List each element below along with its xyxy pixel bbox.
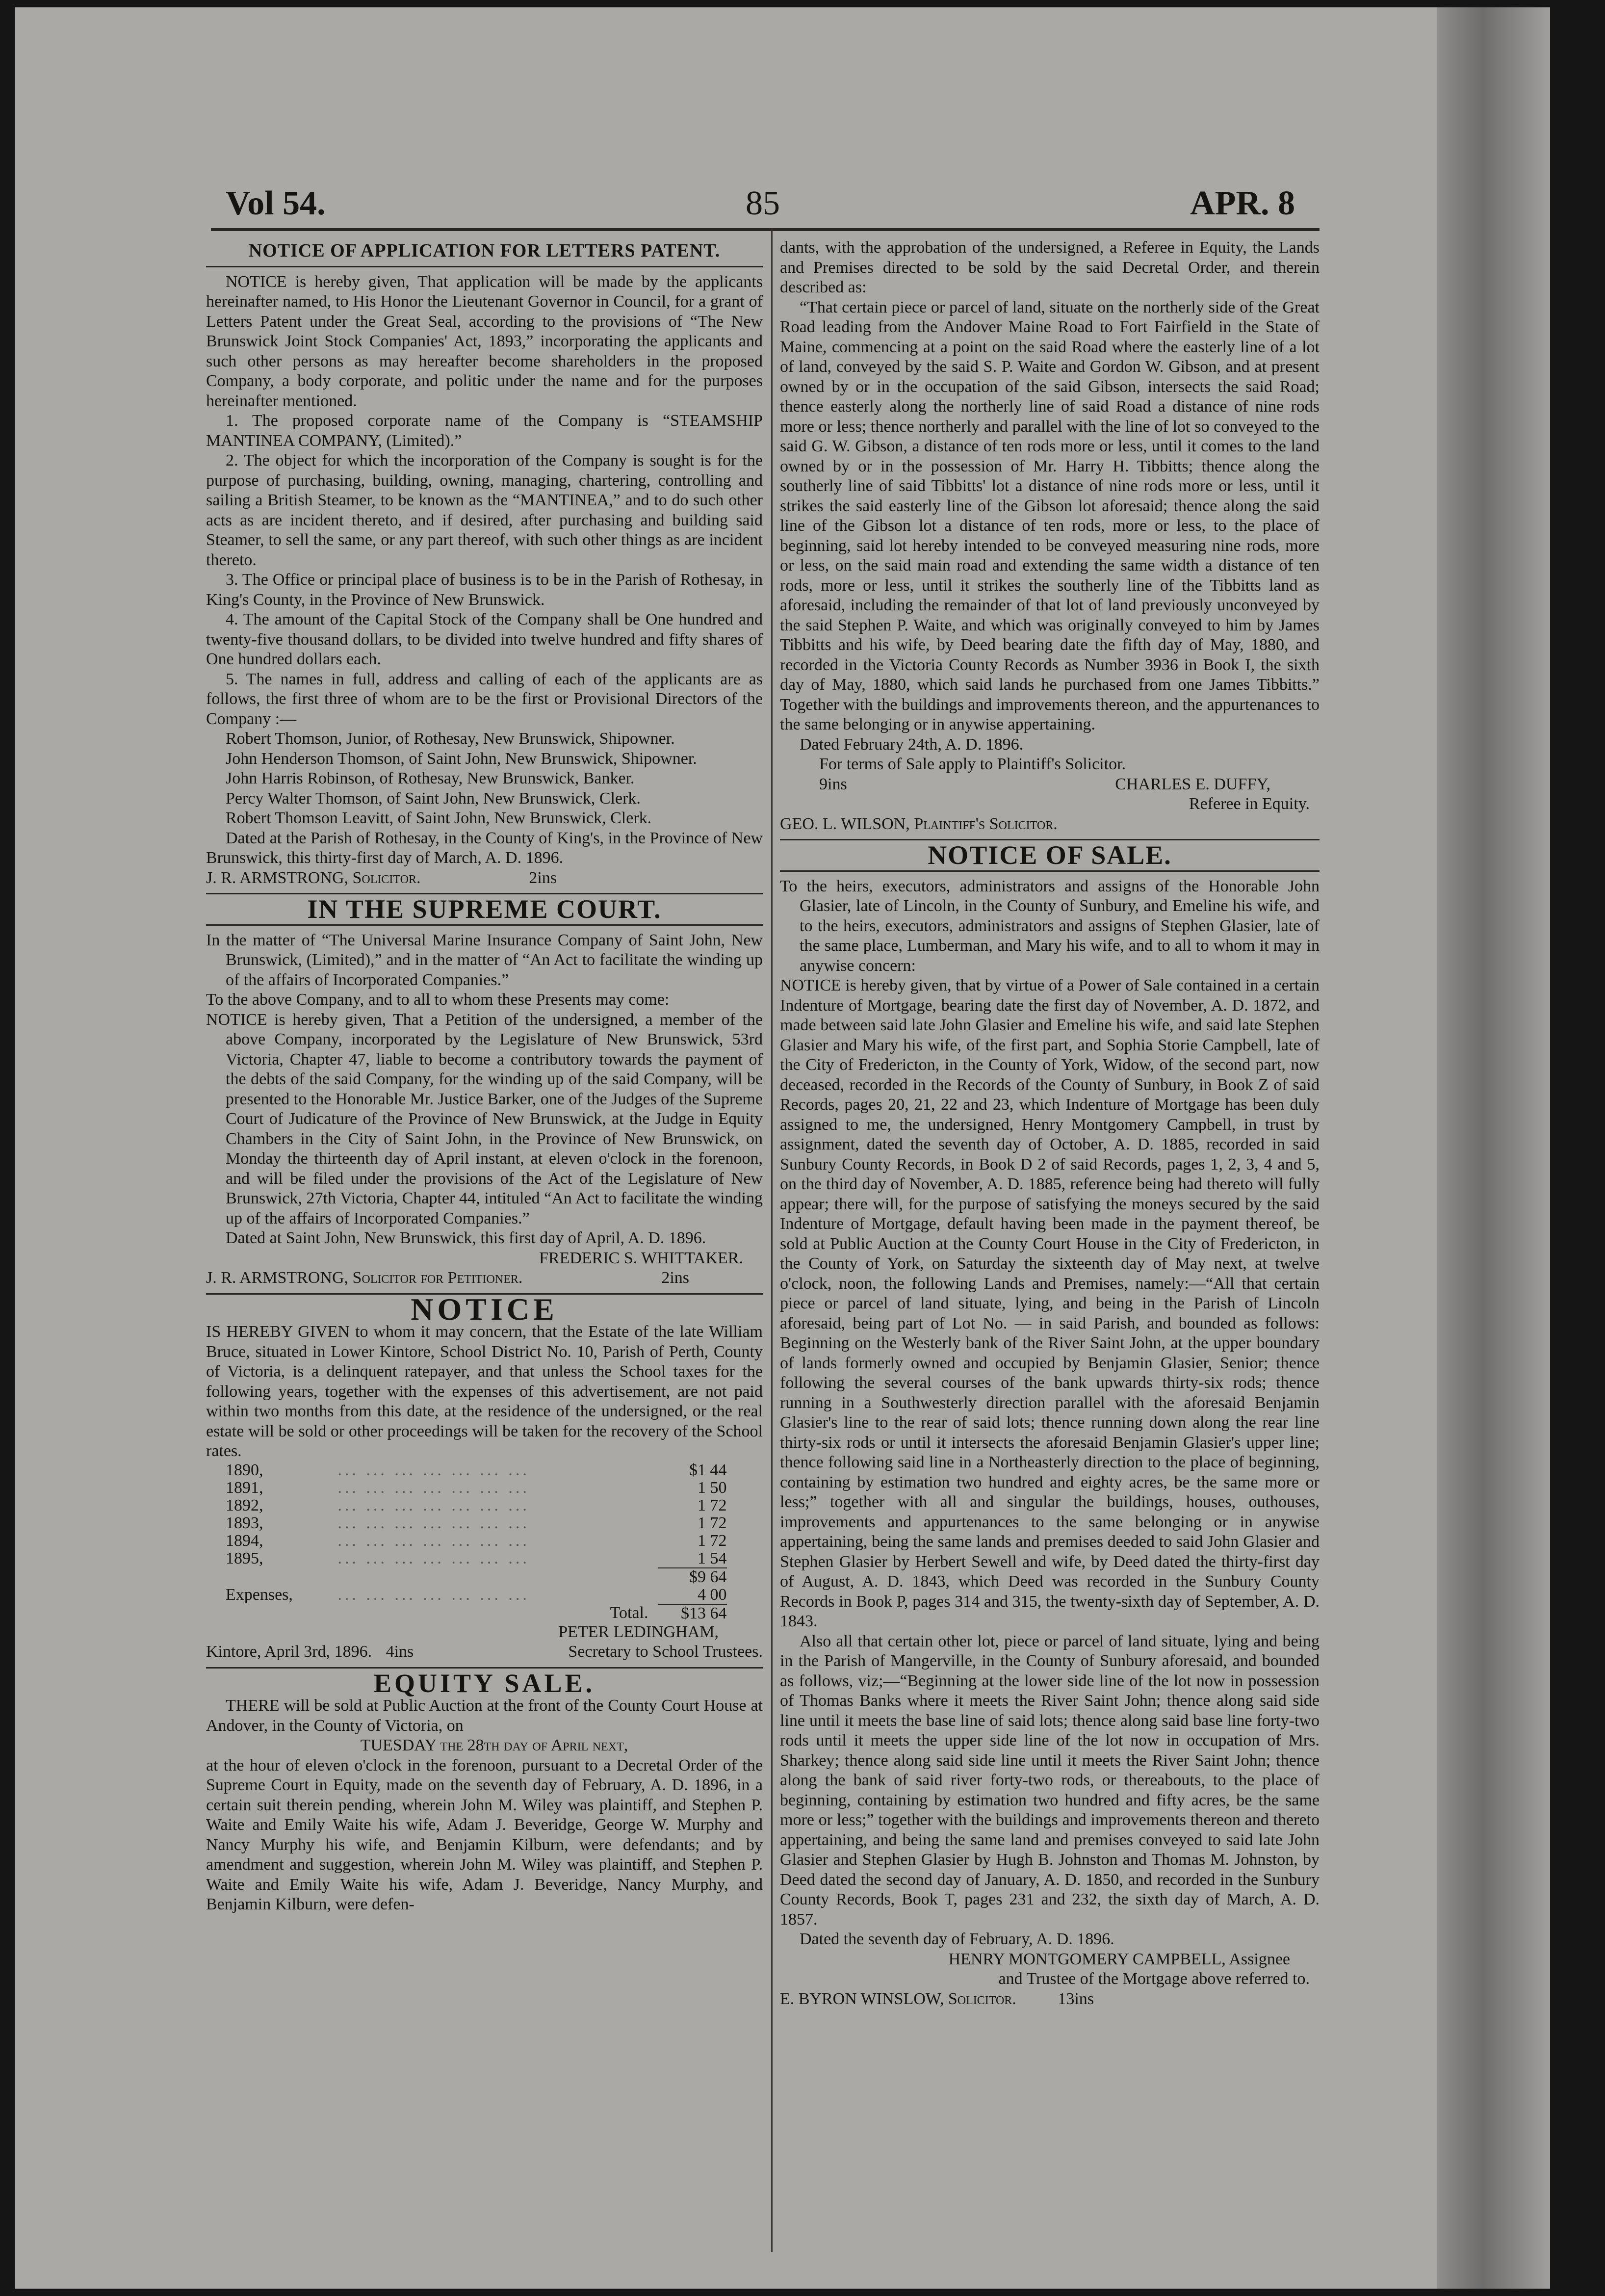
paragraph: To the above Company, and to all to whom these Presents may come:: [206, 991, 670, 1009]
signer-title: Referee in Equity.: [1189, 795, 1310, 813]
terms-line: For terms of Sale apply to Plaintiff's Solicitor.: [819, 755, 1126, 773]
paragraph: dants, with the approbation of the undersigned, a Referee in Equity, the Lands and Premises directed to be sold by the said Decretal Order, and therein described as:: [780, 238, 1320, 296]
signer-title: Secretary to School Trustees.: [568, 1643, 763, 1661]
applicant-name: John Henderson Thomson, of Saint John, New Brunswick, Shipowner.: [226, 749, 697, 768]
signature-line: [780, 1989, 1320, 2009]
paragraph: NOTICE is hereby given, That application will be made by the applicants hereinafter named, to His Honor the Lieutenant Governor in Council, for a grant of Letters Patent under the Great Seal, according to the provisions of “The New Brunswick Joint Stock Companies' Act, 1893,” incorporating the applicants and such other persons as may hereafter become shareholders in the proposed Company, a body corporate, and politic under the name and for the purposes hereinafter mentioned.: [206, 272, 763, 410]
school-tax-notice: [206, 1291, 763, 1662]
paragraph: 5. The names in full, address and calling of each of the applicants are as follows, the first three of whom are to be the first or Provisional Directors of the Company :—: [206, 670, 763, 728]
leader-dots: ... ... ... ... ... ... ...: [337, 1461, 530, 1479]
solicitor: E. BYRON WINSLOW, Solicitor.: [780, 1989, 1016, 2008]
insertion-count: 9ins: [819, 775, 847, 793]
applicant-name: Robert Thomson Leavitt, of Saint John, New Brunswick, Clerk.: [226, 809, 652, 827]
expenses-row: [226, 1586, 727, 1604]
issue-date: APR. 8: [1190, 184, 1295, 222]
supreme-court-notice: [206, 894, 763, 1288]
paragraph: NOTICE is hereby given, that by virtue of a Power of Sale contained in a certain Indenture of Mortgage, bearing date the first day of November, A. D. 1872, and made between said late John Glasier and Emeline his wife, and said late Stephen Glasier and Mary his wife, of the first part, and Sophia Storie Campbell, late of the City of Fredericton, in the County of York, Widow, of the second part, now deceased, recorded in the Records of the County of Sunbury, in Book Z of said Records, pages 20, 21, 22 and 23, which Indenture of Mortgage has been duly assigned to me, the undersigned, Henry Montgomery Campbell, in trust by assignment, dated the seventh day of October, A. D. 1885, recorded in said Sunbury County Records, in Book D 2 of said Records, pages 1, 2, 3, 4 and 5, on the third day of November, A. D. 1885, reference being had thereto will fully appear; there will, for the purpose of satisfying the moneys secured by the said Indenture of Mortgage, default having been made in the payment thereof, be sold at Public Auction at the County Court House in the City of Fredericton, in the County of York, on Saturday the sixteenth day of May next, at twelve o'clock, noon, the following Lands and Premises, namely:—“All that certain piece or parcel of land situate, lying, and being in the Parish of Lincoln aforesaid, being part of Lot No. — in said Parish, and bounded as follows: Beginning on the Westerly bank of the River Saint John, at the upper boundary of lands formerly owned and occupied by Benjamin Glasier, Senior; thence following the several courses of the bank upwards thirty-six rods; thence running in a Southwesterly direction parallel with the aforesaid Benjamin Glasier's line to the rear of said lots; thence running down along the rear line thirty-six rods or until it intersects the aforesaid Benjamin Glasier's upper line; thence following said line in a Northeasterly direction to the place of beginning, containing by estimation two hundred and eighty acres, be the same more or less;” together with all and singular the buildings, houses, outhouses, improvements and appurtenances to the same belonging or in anywise appertaining, being the same lands and premises deeded to said John Glasier and Stephen Glasier by Herbert Sewell and wife, by Deed dated the thirty-first day of August, A. D. 1843, which Deed was recorded in the Sunbury County Records in Book P, pages 314 and 315, the twenty-sixth day of September, A. D. 1843.: [780, 976, 1320, 1630]
dated-line: Dated at the Parish of Rothesay, in the County of King's, in the Province of New Brunswick, this thirty-first day of March, A. D. 1896.: [206, 829, 763, 867]
page-header: [206, 184, 1324, 228]
insertion-count: 4ins: [386, 1643, 414, 1661]
leader-dots: ... ... ... ... ... ... ...: [337, 1478, 530, 1497]
header-rule: [211, 228, 1320, 231]
paragraph: In the matter of “The Universal Marine Insurance Company of Saint John, New Brunswick, (Limited),” and in the matter of “An Act to facilitate the winding up of the affairs of Incorporated Companies.”: [206, 931, 763, 989]
solicitor: J. R. ARMSTRONG, Solicitor.: [206, 868, 421, 887]
applicant-name: John Harris Robinson, of Rothesay, New Brunswick, Banker.: [226, 769, 635, 787]
equity-sale-title: EQUITY SALE.: [373, 1668, 595, 1698]
insertion-count: 2ins: [529, 868, 557, 887]
tax-row: [226, 1514, 727, 1532]
tax-row: [226, 1497, 727, 1514]
paragraph: 1. The proposed corporate name of the Company is “STEAMSHIP MANTINEA COMPANY, (Limited).”: [206, 412, 763, 450]
signature-line: [206, 868, 763, 888]
right-column: [780, 238, 1320, 2009]
tax-year: 1890,: [226, 1461, 263, 1479]
applicant-name: Percy Walter Thomson, of Saint John, New Brunswick, Clerk.: [226, 789, 641, 808]
page-number: 85: [746, 184, 780, 222]
tax-amount: 1 54: [698, 1549, 727, 1567]
dated-line: Dated at Saint John, New Brunswick, this first day of April, A. D. 1896.: [226, 1229, 706, 1247]
paragraph: 3. The Office or principal place of business is to be in the Parish of Rothesay, in King's County, in the Province of New Brunswick.: [206, 571, 763, 609]
tax-amount: 1 50: [698, 1478, 727, 1497]
tax-row: [226, 1550, 727, 1568]
paragraph: at the hour of eleven o'clock in the forenoon, pursuant to a Decretal Order of the Supreme Court in Equity, made on the seventh day of February, A. D. 1896, in a certain suit therein pending, wherein John M. Wiley was plaintiff, and Stephen P. Waite and Emily Waite his wife, Adam J. Beveridge, George W. Murphy and Nancy Murphy his wife, and Benjamin Kilburn, were defendants; and by amendment and suggestion, wherein John M. Wiley was plaintiff, and Stephen P. Waite and Emily Waite his wife, Adam J. Beveridge, Nancy Murphy, and Benjamin Kilburn, were defen-: [206, 1756, 763, 1913]
paragraph: 4. The amount of the Capital Stock of the Company shall be One hundred and twenty-five thousand dollars, to be divided into twelve hundred and fifty shares of One hundred dollars each.: [206, 610, 763, 668]
dated-line: Dated February 24th, A. D. 1896.: [800, 735, 1024, 754]
signer: PETER LEDINGHAM,: [558, 1622, 719, 1641]
divider: [780, 870, 1320, 872]
insertion-count: 2ins: [661, 1269, 689, 1287]
signature-line: [206, 1642, 763, 1662]
tax-year: 1892,: [226, 1496, 263, 1514]
paragraph: IS HEREBY GIVEN to whom it may concern, that the Estate of the late William Bruce, situated in Lower Kintore, School District No. 10, Parish of Perth, County of Victoria, is a delinquent ratepayer, and that unless the School taxes for the following years, together with the expenses of this advertisement, are not paid within two months from this date, at the residence of the undersigned, or the real estate will be sold or other proceedings will be taken for the recovery of the School rates.: [206, 1323, 763, 1460]
patent-notice-title: NOTICE OF APPLICATION FOR LETTERS PATENT.: [248, 240, 721, 261]
school-notice-title: NOTICE: [411, 1291, 558, 1327]
total: $13 64: [658, 1604, 727, 1622]
insertion-count: 13ins: [1058, 1989, 1094, 2008]
divider: [206, 924, 763, 926]
sale-date: TUESDAY the 28th day of April next,: [360, 1736, 628, 1754]
tax-year: 1894,: [226, 1531, 263, 1550]
column-divider: [771, 231, 773, 2252]
tax-amount: 1 72: [698, 1496, 727, 1514]
volume-label: Vol 54.: [226, 184, 326, 222]
applicant-name: Robert Thomson, Junior, of Rothesay, New Brunswick, Shipowner.: [226, 730, 675, 748]
divider: [206, 266, 763, 267]
leader-dots: ... ... ... ... ... ... ...: [337, 1586, 530, 1604]
paragraph: THERE will be sold at Public Auction at the front of the County Court House at Andover, in the County of Victoria, on: [206, 1696, 763, 1735]
tax-year: 1893,: [226, 1513, 263, 1532]
leader-dots: ... ... ... ... ... ... ...: [337, 1531, 530, 1550]
total-row: [226, 1604, 727, 1622]
signer-title: and Trustee of the Mortgage above referred to.: [998, 1970, 1310, 1988]
page-edge: [1437, 7, 1550, 2289]
expenses-label: Expenses,: [226, 1586, 293, 1604]
tax-year: 1895,: [226, 1549, 263, 1567]
solicitor: J. R. ARMSTRONG, Solicitor for Petitioner.: [206, 1269, 523, 1287]
dated-line: Dated the seventh day of February, A. D. 1896.: [800, 1930, 1114, 1948]
tax-amount: 1 72: [698, 1513, 727, 1532]
patent-notice: [206, 241, 763, 888]
subtotal: $9 64: [658, 1568, 727, 1586]
paragraph: Also all that certain other lot, piece or parcel of land situate, lying and being in the Parish of Mangerville, in the County of Sunbury aforesaid, and bounded as follows, viz;—“Beginning at the lower side line of the lot now in possession of Thomas Banks where it meets the River Saint John; thence along said side line until it meets the base line of said lots; thence along said base line forty-two rods until it meets the upper side line of the lot now in occupation of Mrs. Sharkey; thence along said side line until it meets the River Saint John; thence along the bank of said river forty-two rods, or thereabouts, to the place of beginning, containing by estimation two hundred and fifty acres, be the same more or less;” together with the buildings and improvements thereon and thereto appertaining, and being the same land and premises conveyed to said late John Glasier and Stephen Glasier by Hugh B. Johnston and Thomas M. Johnston, by Deed dated the second day of January, A. D. 1850, and recorded in the Sunbury County Records, Book T, pages 231 and 232, the sixth day of March, A. D. 1857.: [780, 1632, 1320, 1929]
notice-of-sale: [780, 840, 1320, 2009]
tax-year: 1891,: [226, 1478, 263, 1497]
leader-dots: ... ... ... ... ... ... ...: [337, 1513, 530, 1532]
tax-row: [226, 1532, 727, 1550]
leader-dots: ... ... ... ... ... ... ...: [337, 1549, 530, 1567]
tax-row: [226, 1461, 727, 1479]
paragraph: 2. The object for which the incorporation of the Company is sought is for the purpose of purchasing, building, owning, managing, chartering, controlling and sailing a British Steamer, to be known as the “MANTINEA,” and to do such other acts as are incident thereto, and if desired, after purchasing and building said Steamer, to sell the same, or any part thereof, with such other things as are incident thereto.: [206, 451, 763, 569]
solicitor: GEO. L. WILSON, Plaintiff's Solicitor.: [780, 814, 1058, 833]
signer: HENRY MONTGOMERY CAMPBELL, Assignee: [948, 1950, 1290, 1968]
left-column: [206, 238, 763, 1915]
subtotal-row: [226, 1568, 727, 1586]
signature-line: [780, 775, 1320, 795]
tax-row: [226, 1479, 727, 1497]
signature-line: [206, 1268, 763, 1288]
leader-dots: ... ... ... ... ... ... ...: [337, 1496, 530, 1514]
supreme-court-title: IN THE SUPREME COURT.: [307, 894, 662, 924]
paragraph: To the heirs, executors, administrators and assigns of the Honorable John Glasier, late of Lincoln, in the County of Sunbury, and Emeline his wife, and to the heirs, executors, administrators and assigns of Stephen Glasier, late of the same place, Lumberman, and Mary his wife, and to all to whom it may in anywise concern:: [780, 877, 1320, 975]
tax-table: [226, 1461, 727, 1622]
paragraph: NOTICE is hereby given, That a Petition of the undersigned, a member of the above Company, incorporated by the Legislature of New Brunswick, 53rd Victoria, Chapter 47, liable to become a contributory towards the payment of the debts of the said Company, for the winding up of the said Company, will be presented to the Honorable Mr. Justice Barker, one of the Judges of the Supreme Court of Judicature of the Province of New Brunswick, at the Judge in Equity Chambers in the City of Saint John, in the Province of New Brunswick, on Monday the thirteenth day of April instant, at eleven o'clock in the forenoon, and will be filed under the provisions of the Act of the Legislature of New Brunswick, 27th Victoria, Chapter 44, intituled “An Act to facilitate the winding up of the affairs of Incorporated Companies.”: [206, 1010, 763, 1227]
equity-sale: [206, 1668, 763, 1915]
signer: FREDERIC S. WHITTAKER.: [539, 1249, 743, 1267]
tax-amount: $1 44: [689, 1461, 727, 1479]
expenses: 4 00: [698, 1585, 727, 1604]
paragraph: “That certain piece or parcel of land, situate on the northerly side of the Great Road leading from the Andover Maine Road to Fort Fairfield in the State of Maine, commencing at a point on the said Road where the easterly line of a lot of land, conveyed by the said S. P. Waite and Gordon W. Gibson, and at present owned by or in the occupation of the said Gibson, intersects the said Road; thence easterly along the northerly line of said Road a distance of nine rods more or less; thence northerly and parallel with the line of lot so conveyed to the said G. W. Gibson, a distance of ten rods more or less, until it comes to the land owned by or in the possession of Mr. Harry H. Tibbitts; thence along the southerly line of said Tibbitts' lot a distance of nine rods more or less, until it strikes the said easterly line of the Gibson lot aforesaid; thence along the said line of the Gibson lot a distance of ten rods, more or less, to the place of beginning, said lot hereby intended to be conveyed measuring nine rods, more or less, on the said main road and extending the same width a distance of ten rods, more or less, until it strikes the southerly line of the Tibbitts land as aforesaid, including the remainder of that lot of land previously unconveyed by the said Stephen P. Waite, and which was originally conveyed to him by James Tibbitts and his wife, by Deed bearing date the fifth day of May, 1880, and recorded in the Victoria County Records as Number 3936 in Book I, the sixth day of May, 1880, which said lands he purchased from one James Tibbitts.” Together with the buildings and improvements thereon, and the appurtenances to the same belonging or in anywise appertaining.: [780, 298, 1320, 733]
tax-amount: 1 72: [698, 1531, 727, 1550]
signer: CHARLES E. DUFFY,: [1115, 775, 1270, 793]
notice-of-sale-title: NOTICE OF SALE.: [928, 840, 1172, 870]
total-label: Total.: [610, 1604, 648, 1622]
equity-sale-continued: [780, 238, 1320, 834]
place-date: Kintore, April 3rd, 1896.: [206, 1643, 372, 1661]
